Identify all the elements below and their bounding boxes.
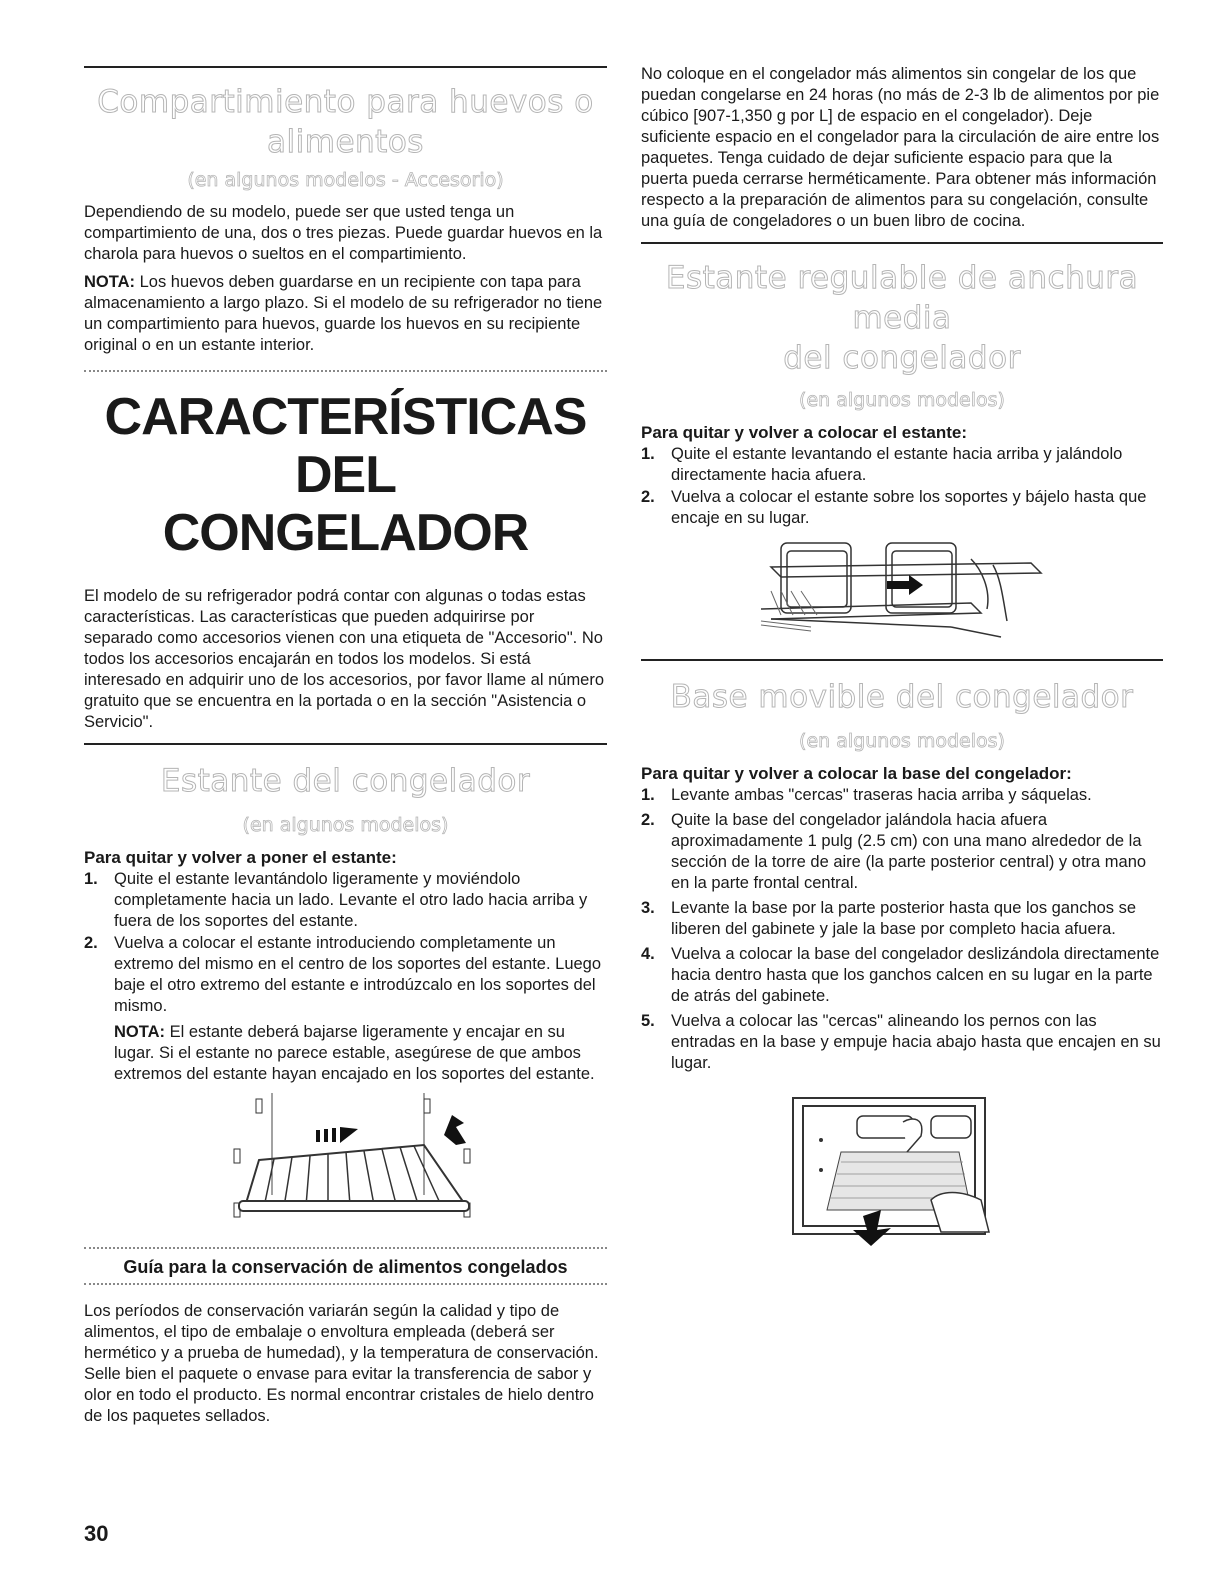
base-step	[641, 898, 1163, 940]
shelf-subtitle: (en algunos modelos)	[242, 814, 449, 836]
half-shelf-title	[641, 258, 1163, 378]
base-title: Base movible del congelador	[670, 679, 1134, 715]
step-number: 3.	[641, 899, 655, 917]
step-number: 1.	[641, 786, 655, 804]
shelf-note-text: El estante deberá bajarse ligeramente y encajar en su lugar. Si el estante no parece estable, asegúrese de que ambos extremos del estante hayan encajado en los soportes del estante.	[114, 1023, 595, 1083]
shelf-heading: Para quitar y volver a poner el estante:	[84, 848, 397, 867]
half-shelf-title-line2: del congelador	[783, 340, 1021, 376]
base-rule	[641, 659, 1163, 661]
step-text: Levante ambas "cercas" traseras hacia arriba y sáquelas.	[671, 786, 1092, 804]
left-column	[84, 0, 607, 1427]
eggs-note-text: Los huevos deben guardarse en un recipiente con tapa para almacenamiento a largo plazo. Si el modelo de su refrigerador no tiene un compartimiento para huevos, guarde los huevos en su recipiente original o en un estante interior.	[84, 273, 603, 354]
shelf-rule	[84, 743, 607, 745]
top-rule	[84, 66, 607, 68]
half-shelf-steps	[641, 444, 1163, 529]
half-shelf-heading: Para quitar y volver a colocar el estante:	[641, 423, 967, 442]
base-step	[641, 810, 1163, 894]
guide-title: Guía para la conservación de alimentos congelados	[123, 1257, 568, 1277]
half-shelf-subtitle: (en algunos modelos)	[799, 389, 1005, 411]
freezer-base-illustration	[641, 1092, 1163, 1252]
base-step	[641, 1011, 1163, 1074]
half-shelf-step	[641, 487, 1163, 529]
eggs-subtitle: (en algunos modelos - Accesorio)	[187, 169, 504, 191]
shelf-step	[84, 869, 607, 932]
half-shelf-rule	[641, 242, 1163, 244]
step-text: Quite el estante levantando el estante hacia arriba y jalándolo directamente hacia afuera.	[671, 445, 1123, 484]
step-text: Vuelva a colocar el estante sobre los soportes y bájelo hasta que encaje en su lugar.	[671, 488, 1147, 527]
eggs-title	[84, 82, 607, 162]
intro-paragraph: El modelo de su refrigerador podrá contar con algunas o todas estas características. Las características que pueden adquirirse por separado como accesorios vienen con una etiqueta de "Accesorio". No todos los accesorios encajarán en todos los modelos. Si está interesado en adquirir uno de los accesorios, por favor llame al número gratuito que se encuentra en la portada o en la sección "Asistencia o Servicio".	[84, 587, 605, 731]
freezer-shelf-illustration	[84, 1085, 607, 1235]
shelf-step	[84, 933, 607, 1017]
guide-continued-paragraph: No coloque en el congelador más alimentos sin congelar de los que puedan congelarse en 24 horas (no más de 2-3 lb de alimentos por pie cúbico [907-1,350 g por L] de espacio en el congelador). Deje suficiente espacio en el congelador para la circulación de aire entre los paquetes. Tenga cuidado de dejar suficiente espacio para que la puerta pueda cerrarse herméticamente. Para obtener más información respecto a la preparación de alimentos para su congelación, consulte una guía de congeladores o un buen libro de cocina.	[641, 65, 1160, 230]
base-subtitle: (en algunos modelos)	[799, 730, 1005, 752]
page-title-line2: CONGELADOR	[162, 504, 529, 562]
shelf-title: Estante del congelador	[160, 763, 531, 799]
dotted-divider	[84, 370, 607, 374]
half-shelf-step	[641, 444, 1163, 486]
guide-dotted-top	[84, 1247, 607, 1251]
eggs-title-line1: Compartimiento para huevos o	[97, 84, 594, 120]
step-text: Quite la base del congelador jalándola hacia afuera aproximadamente 1 pulg (2.5 cm) con una mano alrededor de la sección de la torre de aire (la parte posterior central) y otra mano en la parte frontal central.	[671, 811, 1147, 892]
step-text: Levante la base por la parte posterior hasta que los ganchos se liberen del gabinete y jale la base por completo hacia afuera.	[671, 899, 1137, 938]
step-number: 1.	[641, 445, 655, 463]
step-number: 5.	[641, 1012, 655, 1030]
base-step	[641, 944, 1163, 1007]
eggs-note-label: NOTA:	[84, 273, 136, 291]
page-title	[84, 388, 607, 562]
step-text: Vuelva a colocar la base del congelador deslizándola directamente hacia dentro hasta que los ganchos calcen en su lugar en la parte de atrás del gabinete.	[671, 945, 1160, 1005]
half-shelf-illustration	[641, 529, 1163, 649]
eggs-paragraph: Dependiendo de su modelo, puede ser que usted tenga un compartimiento de una, dos o tres piezas. Puede guardar huevos en la charola para huevos o sueltos en el compartimiento.	[84, 203, 603, 263]
shelf-steps	[84, 869, 607, 1017]
base-heading: Para quitar y volver a colocar la base del congelador:	[641, 764, 1072, 783]
step-text: Vuelva a colocar las "cercas" alineando los pernos con las entradas en la base y empuje hacia abajo hasta que encajen en su lugar.	[671, 1012, 1161, 1072]
step-number: 2.	[641, 488, 655, 506]
step-number: 4.	[641, 945, 655, 963]
eggs-note	[84, 272, 607, 356]
page-title-line1: CARACTERÍSTICAS DEL	[104, 388, 587, 504]
step-number: 1.	[84, 870, 98, 888]
half-shelf-title-line1: Estante regulable de anchura media	[665, 260, 1139, 336]
step-text: Quite el estante levantándolo ligeramente y moviéndolo completamente hacia un lado. Levante el otro lado hacia arriba y fuera de los soportes del estante.	[114, 870, 588, 930]
step-number: 2.	[84, 934, 98, 952]
page-number: 30	[84, 1521, 109, 1546]
shelf-note-label: NOTA:	[114, 1023, 166, 1041]
guide-dotted-bottom	[84, 1283, 607, 1287]
shelf-note	[84, 1022, 607, 1085]
base-steps	[641, 785, 1163, 1074]
step-text: Vuelva a colocar el estante introduciendo completamente un extremo del mismo en el centro de los soportes del estante. Luego baje el otro extremo del estante e introdúzcalo en los soportes del mismo.	[114, 934, 602, 1015]
base-step	[641, 785, 1163, 806]
guide-paragraph: Los períodos de conservación variarán según la calidad y tipo de alimentos, el tipo de embalaje o envoltura empleada (deberá ser hermético y a prueba de humedad), y la temperatura de conservación. Selle bien el paquete o envase para evitar la transferencia de sabor y olor en todo el producto. Es normal encontrar cristales de hielo dentro de los paquetes sellados.	[84, 1302, 599, 1425]
eggs-title-line2: alimentos	[267, 124, 424, 160]
step-number: 2.	[641, 811, 655, 829]
right-column	[641, 0, 1163, 1252]
